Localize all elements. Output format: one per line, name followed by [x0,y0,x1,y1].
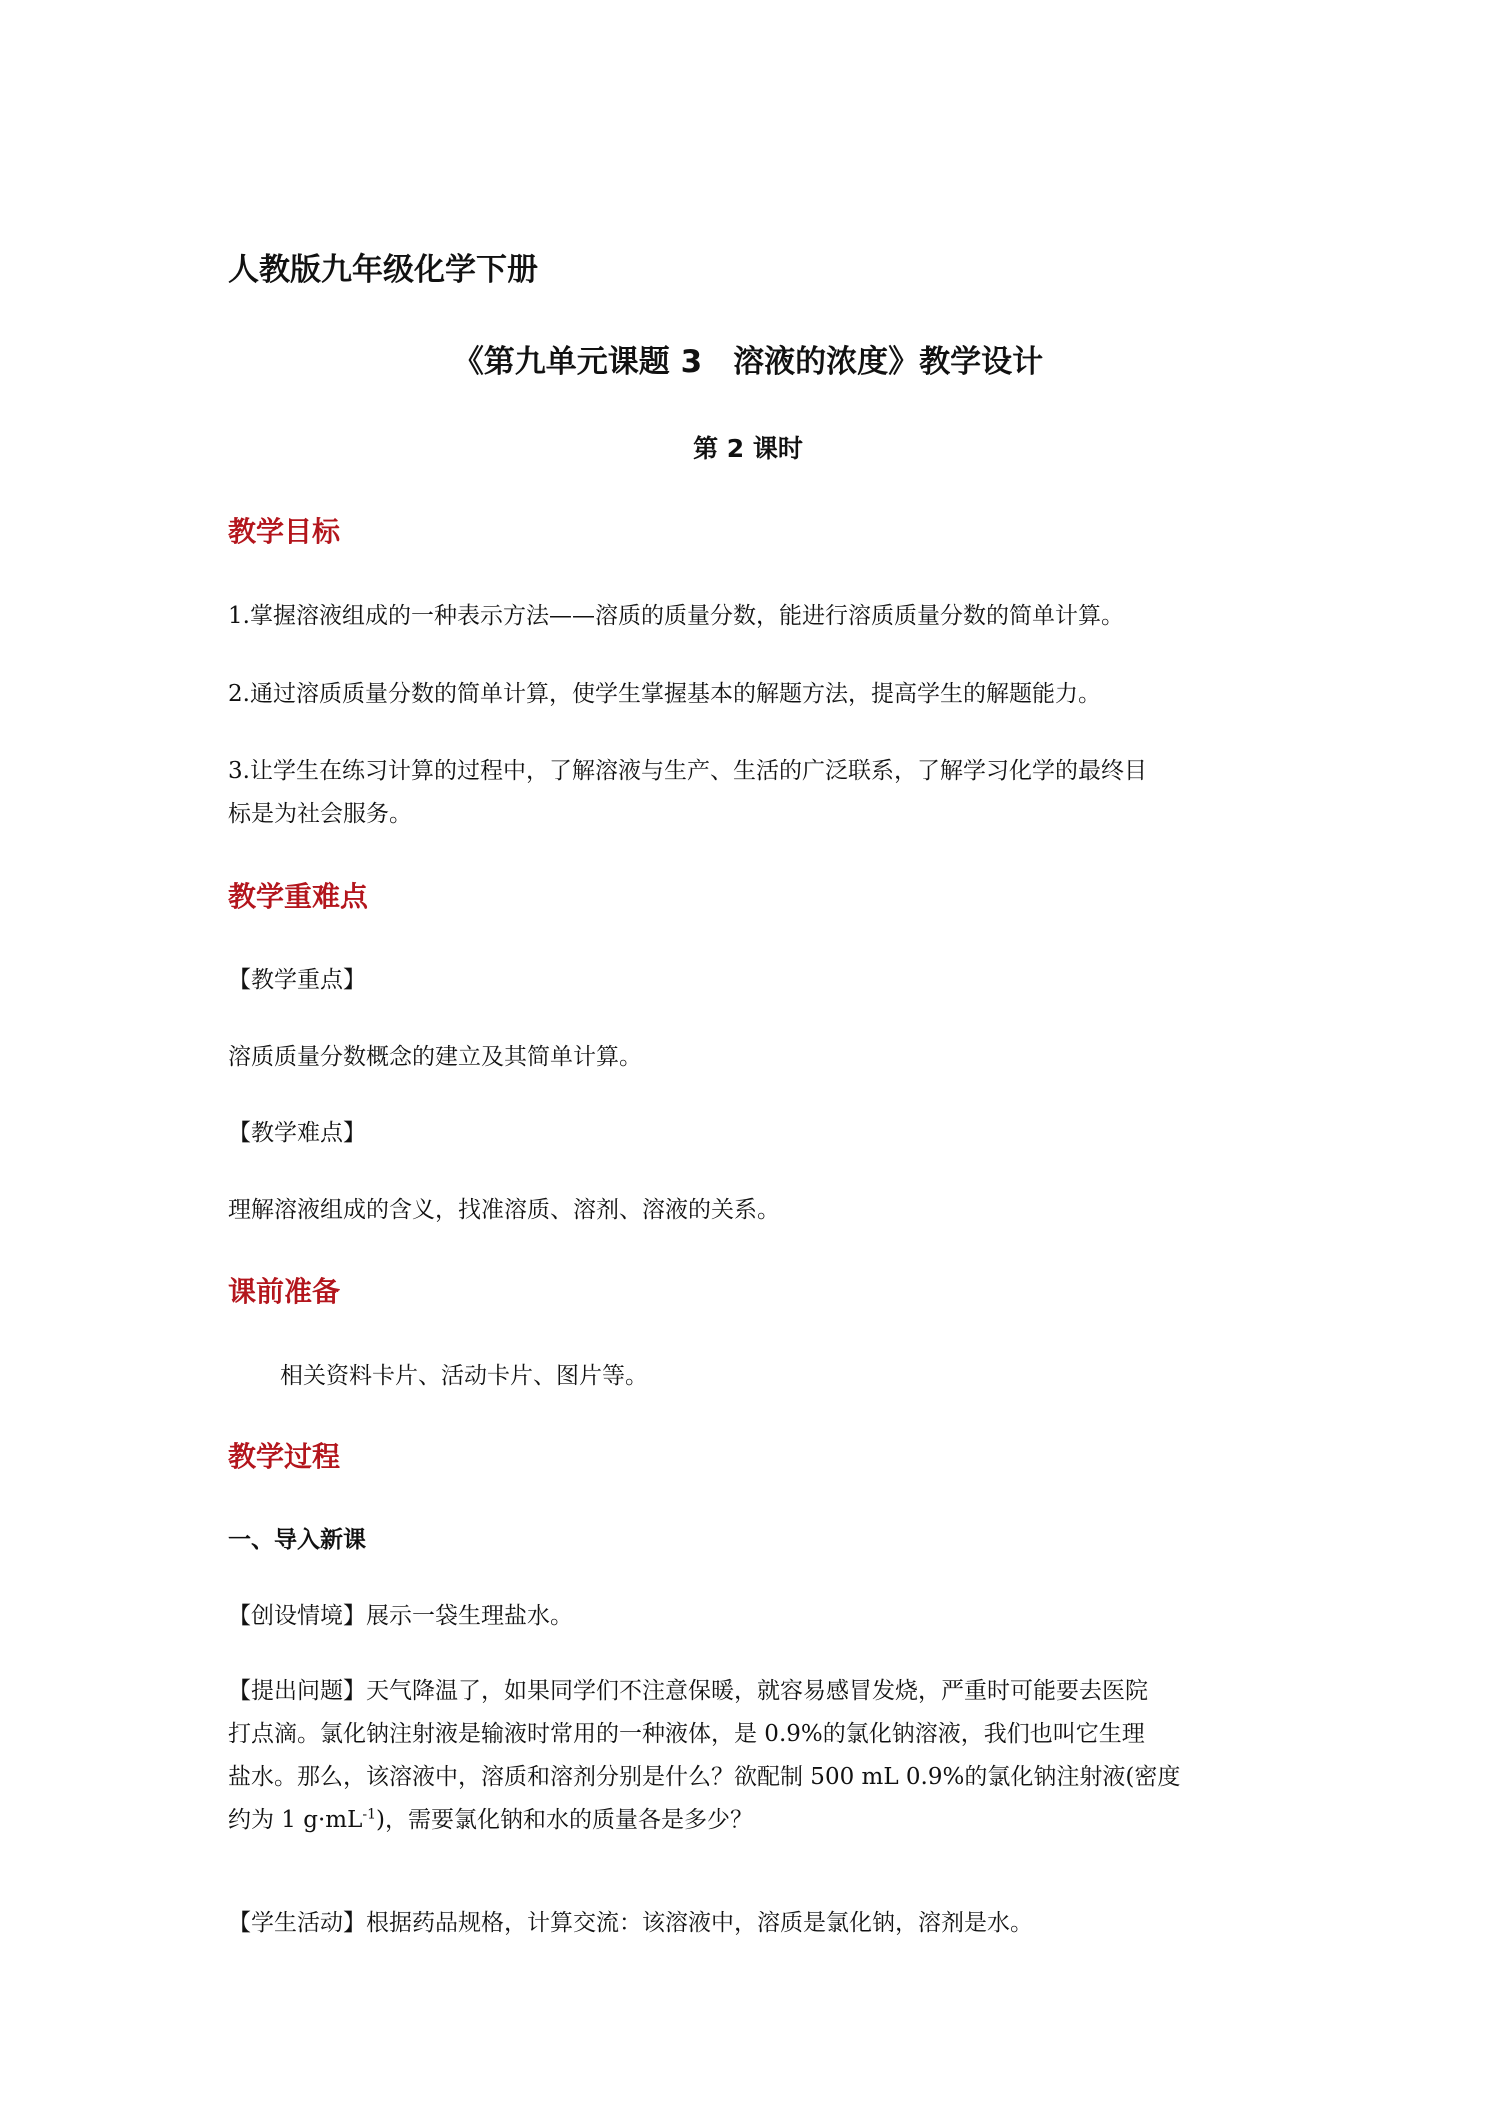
focus-text: 溶质质量分数概念的建立及其简单计算。 [228,1044,642,1070]
section-heading-preparation: 课前准备 [228,1275,341,1308]
lesson-number: 第 2 课时 [693,434,803,463]
objective-item-2: 2.通过溶质质量分数的简单计算，使学生掌握基本的解题方法，提高学生的解题能力。 [228,681,1101,707]
question-line-1: 【提出问题】天气降温了，如果同学们不注意保暖，就容易感冒发烧，严重时可能要去医院 [228,1678,1148,1704]
unit-exponent: -1 [362,1806,377,1823]
question-line-4-end: )，需要氯化钠和水的质量各是多少？ [376,1807,753,1833]
difficulty-text: 理解溶液组成的含义，找准溶质、溶剂、溶液的关系。 [228,1197,780,1223]
objective-item-1: 1.掌握溶液组成的一种表示方法——溶质的质量分数，能进行溶质质量分数的简单计算。 [228,603,1124,629]
question-paragraph [228,1672,1268,1839]
difficulty-label: 【教学难点】 [228,1120,366,1146]
document-title: 《第九单元课题 3 溶液的浓度》教学设计 [452,344,1044,380]
section-heading-key-points: 教学重难点 [228,880,369,913]
document-page [228,0,1268,2104]
objective-item-3-line-2: 标是为社会服务。 [228,801,412,827]
focus-label: 【教学重点】 [228,967,366,993]
objective-item-3-line-1: 3.让学生在练习计算的过程中，了解溶液与生产、生活的广泛联系，了解学习化学的最终目 [228,758,1147,784]
objective-item-3 [228,752,1268,833]
section-heading-process: 教学过程 [228,1440,341,1473]
preparation-text: 相关资料卡片、活动卡片、图片等。 [280,1363,648,1389]
question-line-4-start: 约为 1 g·mL [228,1807,363,1833]
situation-text: 【创设情境】展示一袋生理盐水。 [228,1603,573,1629]
part-1-heading: 一、导入新课 [228,1527,366,1553]
question-line-3: 盐水。那么，该溶液中，溶质和溶剂分别是什么？欲配制 500 mL 0.9%的氯化钠注射液(密度 [228,1764,1181,1790]
activity-text: 【学生活动】根据药品规格，计算交流：该溶液中，溶质是氯化钠，溶剂是水。 [228,1910,1033,1936]
question-line-2: 打点滴。氯化钠注射液是输液时常用的一种液体，是 0.9%的氯化钠溶液，我们也叫它生理 [228,1721,1145,1747]
section-heading-objectives: 教学目标 [228,515,341,548]
question-line-4 [228,1801,1268,1839]
document-header: 人教版九年级化学下册 [228,252,538,288]
